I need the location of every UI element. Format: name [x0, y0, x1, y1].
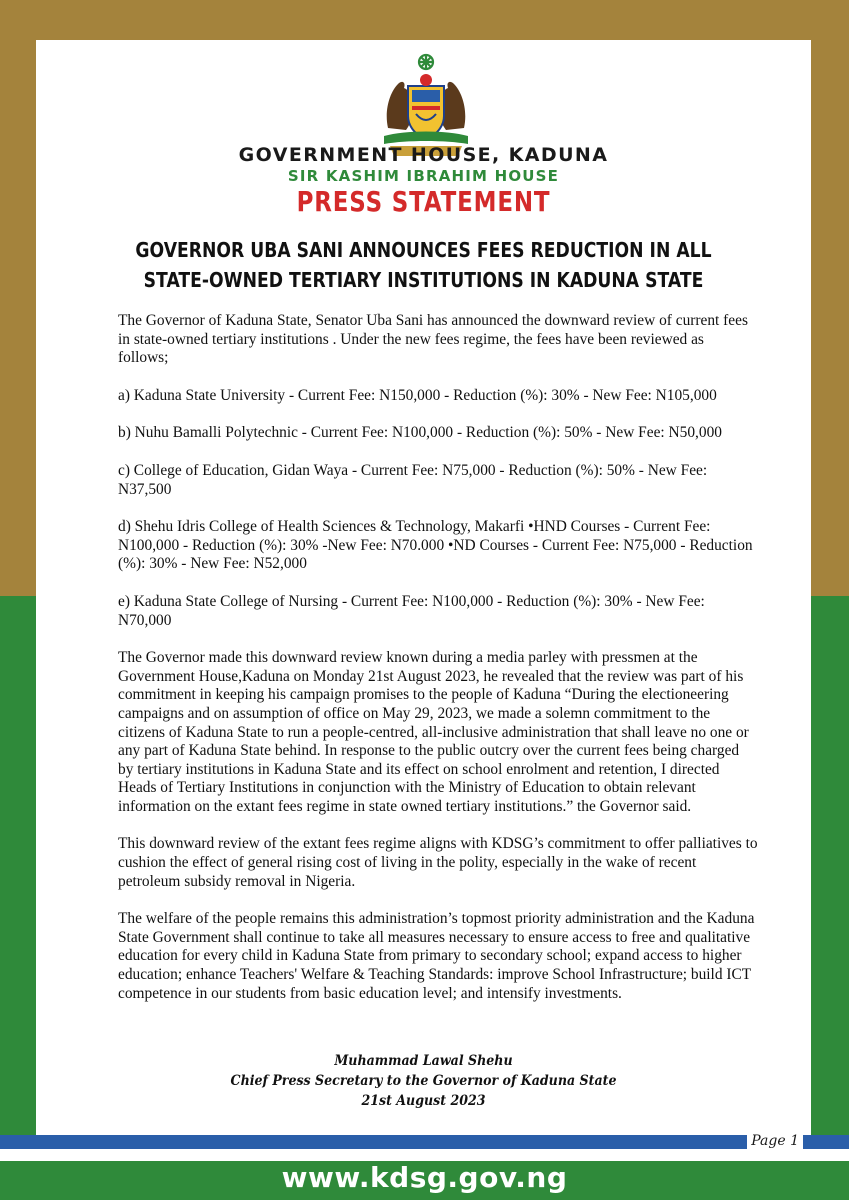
- fee-item-college-of-education: c) College of Education, Gidan Waya - Current Fee: N75,000 - Reduction (%): 50% - New Fee: N37,500: [118, 461, 708, 498]
- signatory-title: Chief Press Secretary to the Governor of Kaduna State: [230, 1073, 617, 1089]
- footer-white-strip: [0, 1149, 849, 1161]
- document-type-title: PRESS STATEMENT: [296, 185, 551, 218]
- statement-body: [118, 312, 758, 1022]
- fee-item-kasu: a) Kaduna State University - Current Fee: N150,000 - Reduction (%): 30% - New Fee: N105,000: [118, 386, 717, 404]
- press-statement-page: [36, 40, 811, 1136]
- fee-item-health-sciences: d) Shehu Idris College of Health Sciences & Technology, Makarfi •HND Courses - Current Fee: N100,000 - Reduction (%): 30% -New Fee: N70.000 •ND Courses - Current Fee: N75,000 - Reduction (%): 30% - New Fee: N52,000: [118, 518, 753, 573]
- welfare-paragraph: The welfare of the people remains this administration’s topmost priority administration and the Kaduna State Government shall continue to take all measures necessary to ensure access to free and qualitative education for every child in Kaduna State from primary to secondary school; expand access to higher education; enhance Teachers' Welfare & Teaching Standards: improve School Infrastructure; build ICT competence in our students from basic education level; and intensify investments.: [118, 910, 755, 1002]
- statement-date: 21st August 2023: [361, 1093, 486, 1109]
- footer-blue-bar: [0, 1135, 849, 1149]
- palliatives-paragraph: This downward review of the extant fees regime aligns with KDSG’s commitment to offer palliatives to cushion the effect of general rising cost of living in the polity, especially in the wake of recent petroleum subsidy removal in Nigeria.: [118, 835, 758, 890]
- fee-item-nursing: e) Kaduna State College of Nursing - Current Fee: N100,000 - Reduction (%): 30% - New Fee: N70,000: [118, 592, 705, 629]
- institution-title: GOVERNMENT HOUSE, KADUNA: [238, 144, 609, 166]
- signature-block: [36, 1051, 811, 1111]
- page-number: Page 1: [747, 1133, 803, 1149]
- intro-paragraph: The Governor of Kaduna State, Senator Uba Sani has announced the downward review of current fees in state-owned tertiary institutions . Under the new fees regime, the fees have been reviewed as follows;: [118, 312, 748, 367]
- governor-quote-paragraph: The Governor made this downward review known during a media parley with pressmen at the Government House,Kaduna on Monday 21st August 2023, he revealed that the review was part of his commitment in keeping his campaign promises to the people of Kaduna “During the electioneering campaigns and on assumption of office on May 29, 2023, we made a solemn commitment to the citizens of Kaduna State to run a people-centred, all-inclusive administration that shall leave no one or any part of Kaduna State behind. In response to the public outcry over the current fees being charged by tertiary institutions in Kaduna State and its effect on school enrolment and retention, I directed Heads of Tertiary Institutions in conjunction with the Ministry of Education to obtain relevant information on the extant fees regime in state owned tertiary institutions.” the Governor said.: [118, 649, 749, 815]
- signatory-name: Muhammad Lawal Shehu: [334, 1053, 513, 1069]
- institution-subtitle: SIR KASHIM IBRAHIM HOUSE: [287, 167, 560, 185]
- fee-item-polytechnic: b) Nuhu Bamalli Polytechnic - Current Fee: N100,000 - Reduction (%): 50% - New Fee: N50,000: [118, 424, 722, 442]
- headline: [76, 235, 771, 295]
- website-link[interactable]: www.kdsg.gov.ng: [281, 1161, 568, 1194]
- headline-line-1: GOVERNOR UBA SANI ANNOUNCES FEES REDUCTION IN ALL: [135, 238, 712, 262]
- headline-line-2: STATE-OWNED TERTIARY INSTITUTIONS IN KADUNA STATE: [143, 268, 704, 292]
